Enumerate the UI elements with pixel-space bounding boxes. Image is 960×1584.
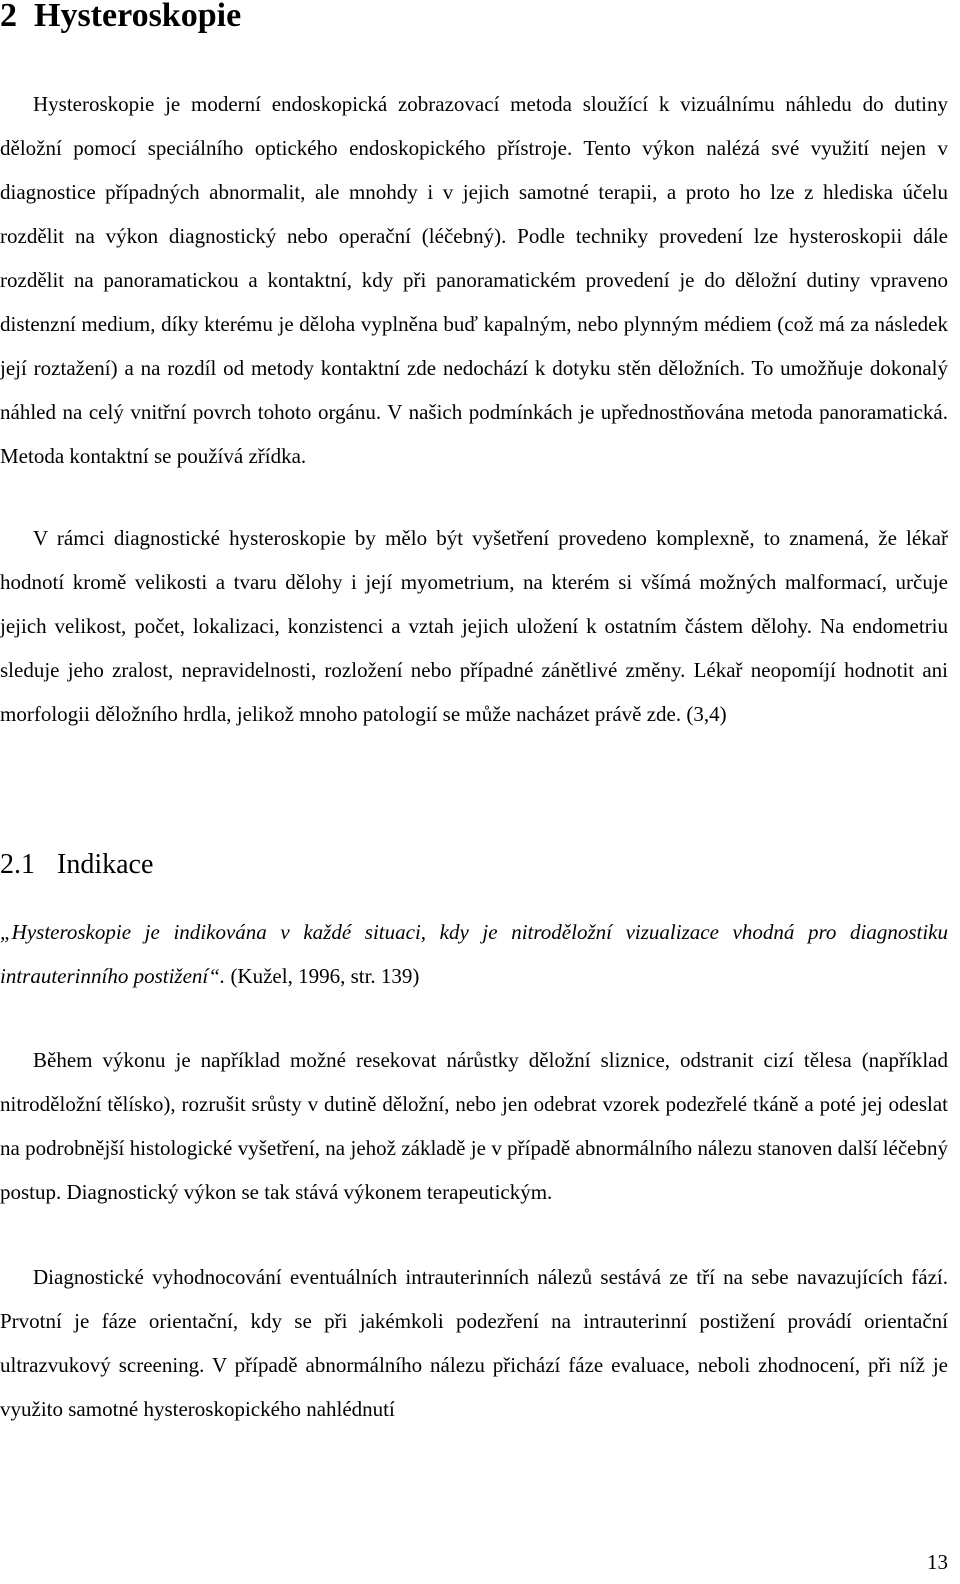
quote-citation: (Kužel, 1996, str. 139) xyxy=(225,964,420,988)
quote-text: „Hysteroskopie je indikována v každé situaci, kdy je nitroděložní vizualizace vhodná pro diagnostiku intrauterinního postižení“. xyxy=(0,920,948,988)
quote-paragraph xyxy=(0,910,948,998)
chapter-heading xyxy=(0,0,241,36)
paragraph-phases: Diagnostické vyhodnocování eventuálních intrauterinních nálezů sestává ze tří na sebe navazujících fází. Prvotní je fáze orientační, kdy se při jakémkoli podezření na intrauterinní postižení provádí orientační ultrazvukový screening. V případě abnormálního nálezu přichází fáze evaluace, neboli zhodnocení, při níž je využito samotné hysteroskopického nahlédnutí xyxy=(0,1265,948,1421)
paragraph-diagnostic: V rámci diagnostické hysteroskopie by mělo být vyšetření provedeno komplexně, to znamená, že lékař hodnotí kromě velikosti a tvaru dělohy i její myometrium, na kterém si všímá možných malformací, určuje jejich velikost, počet, lokalizaci, konzistenci a vztah jejich uložení k ostatním částem dělohy. Na endometriu sleduje jeho zralost, nepravidelnosti, rozložení nebo případné zánětlivé změny. Lékař neopomíjí hodnotit ani morfologii děložního hrdla, jelikož mnoho patologií se může nacházet právě zde. (3,4) xyxy=(0,526,948,726)
section-number: 2.1 xyxy=(0,849,35,880)
chapter-title: Hysteroskopie xyxy=(34,0,242,34)
chapter-number: 2 xyxy=(0,0,17,34)
section-title: Indikace xyxy=(57,849,154,880)
paragraph-intro: Hysteroskopie je moderní endoskopická zobrazovací metoda sloužící k vizuálnímu náhledu do dutiny děložní pomocí speciálního optického endoskopického přístroje. Tento výkon nalézá své využití nejen v diagnostice případných abnormalit, ale mnohdy i v jejich samotné terapii, a proto ho lze z hlediska účelu rozdělit na výkon diagnostický nebo operační (léčebný). Podle techniky provedení lze hysteroskopii dále rozdělit na panoramatickou a kontaktní, kdy při panoramatickém provedení je do děložní dutiny vpraveno distenzní medium, díky kterému je děloha vyplněna buď kapalným, nebo plynným médiem (což má za následek její roztažení) a na rozdíl od metody kontaktní zde nedochází k dotyku stěn děložních. To umožňuje dokonalý náhled na celý vnitřní povrch tohoto orgánu. V našich podmínkách je upřednostňována metoda panoramatická. Metoda kontaktní se používá zřídka. xyxy=(0,92,948,468)
section-heading xyxy=(0,845,153,885)
paragraph-procedure: Během výkonu je například možné resekovat nárůstky děložní sliznice, odstranit cizí tělesa (například nitroděložní tělísko), rozrušit srůsty v dutině děložní, nebo jen odebrat vzorek podezřelé tkáně a poté jej odeslat na podrobnější histologické vyšetření, na jehož základě je v případě abnormálního nálezu stanoven další léčebný postup. Diagnostický výkon se tak stává výkonem terapeutickým. xyxy=(0,1048,948,1204)
page-number: 13 xyxy=(927,1550,948,1574)
